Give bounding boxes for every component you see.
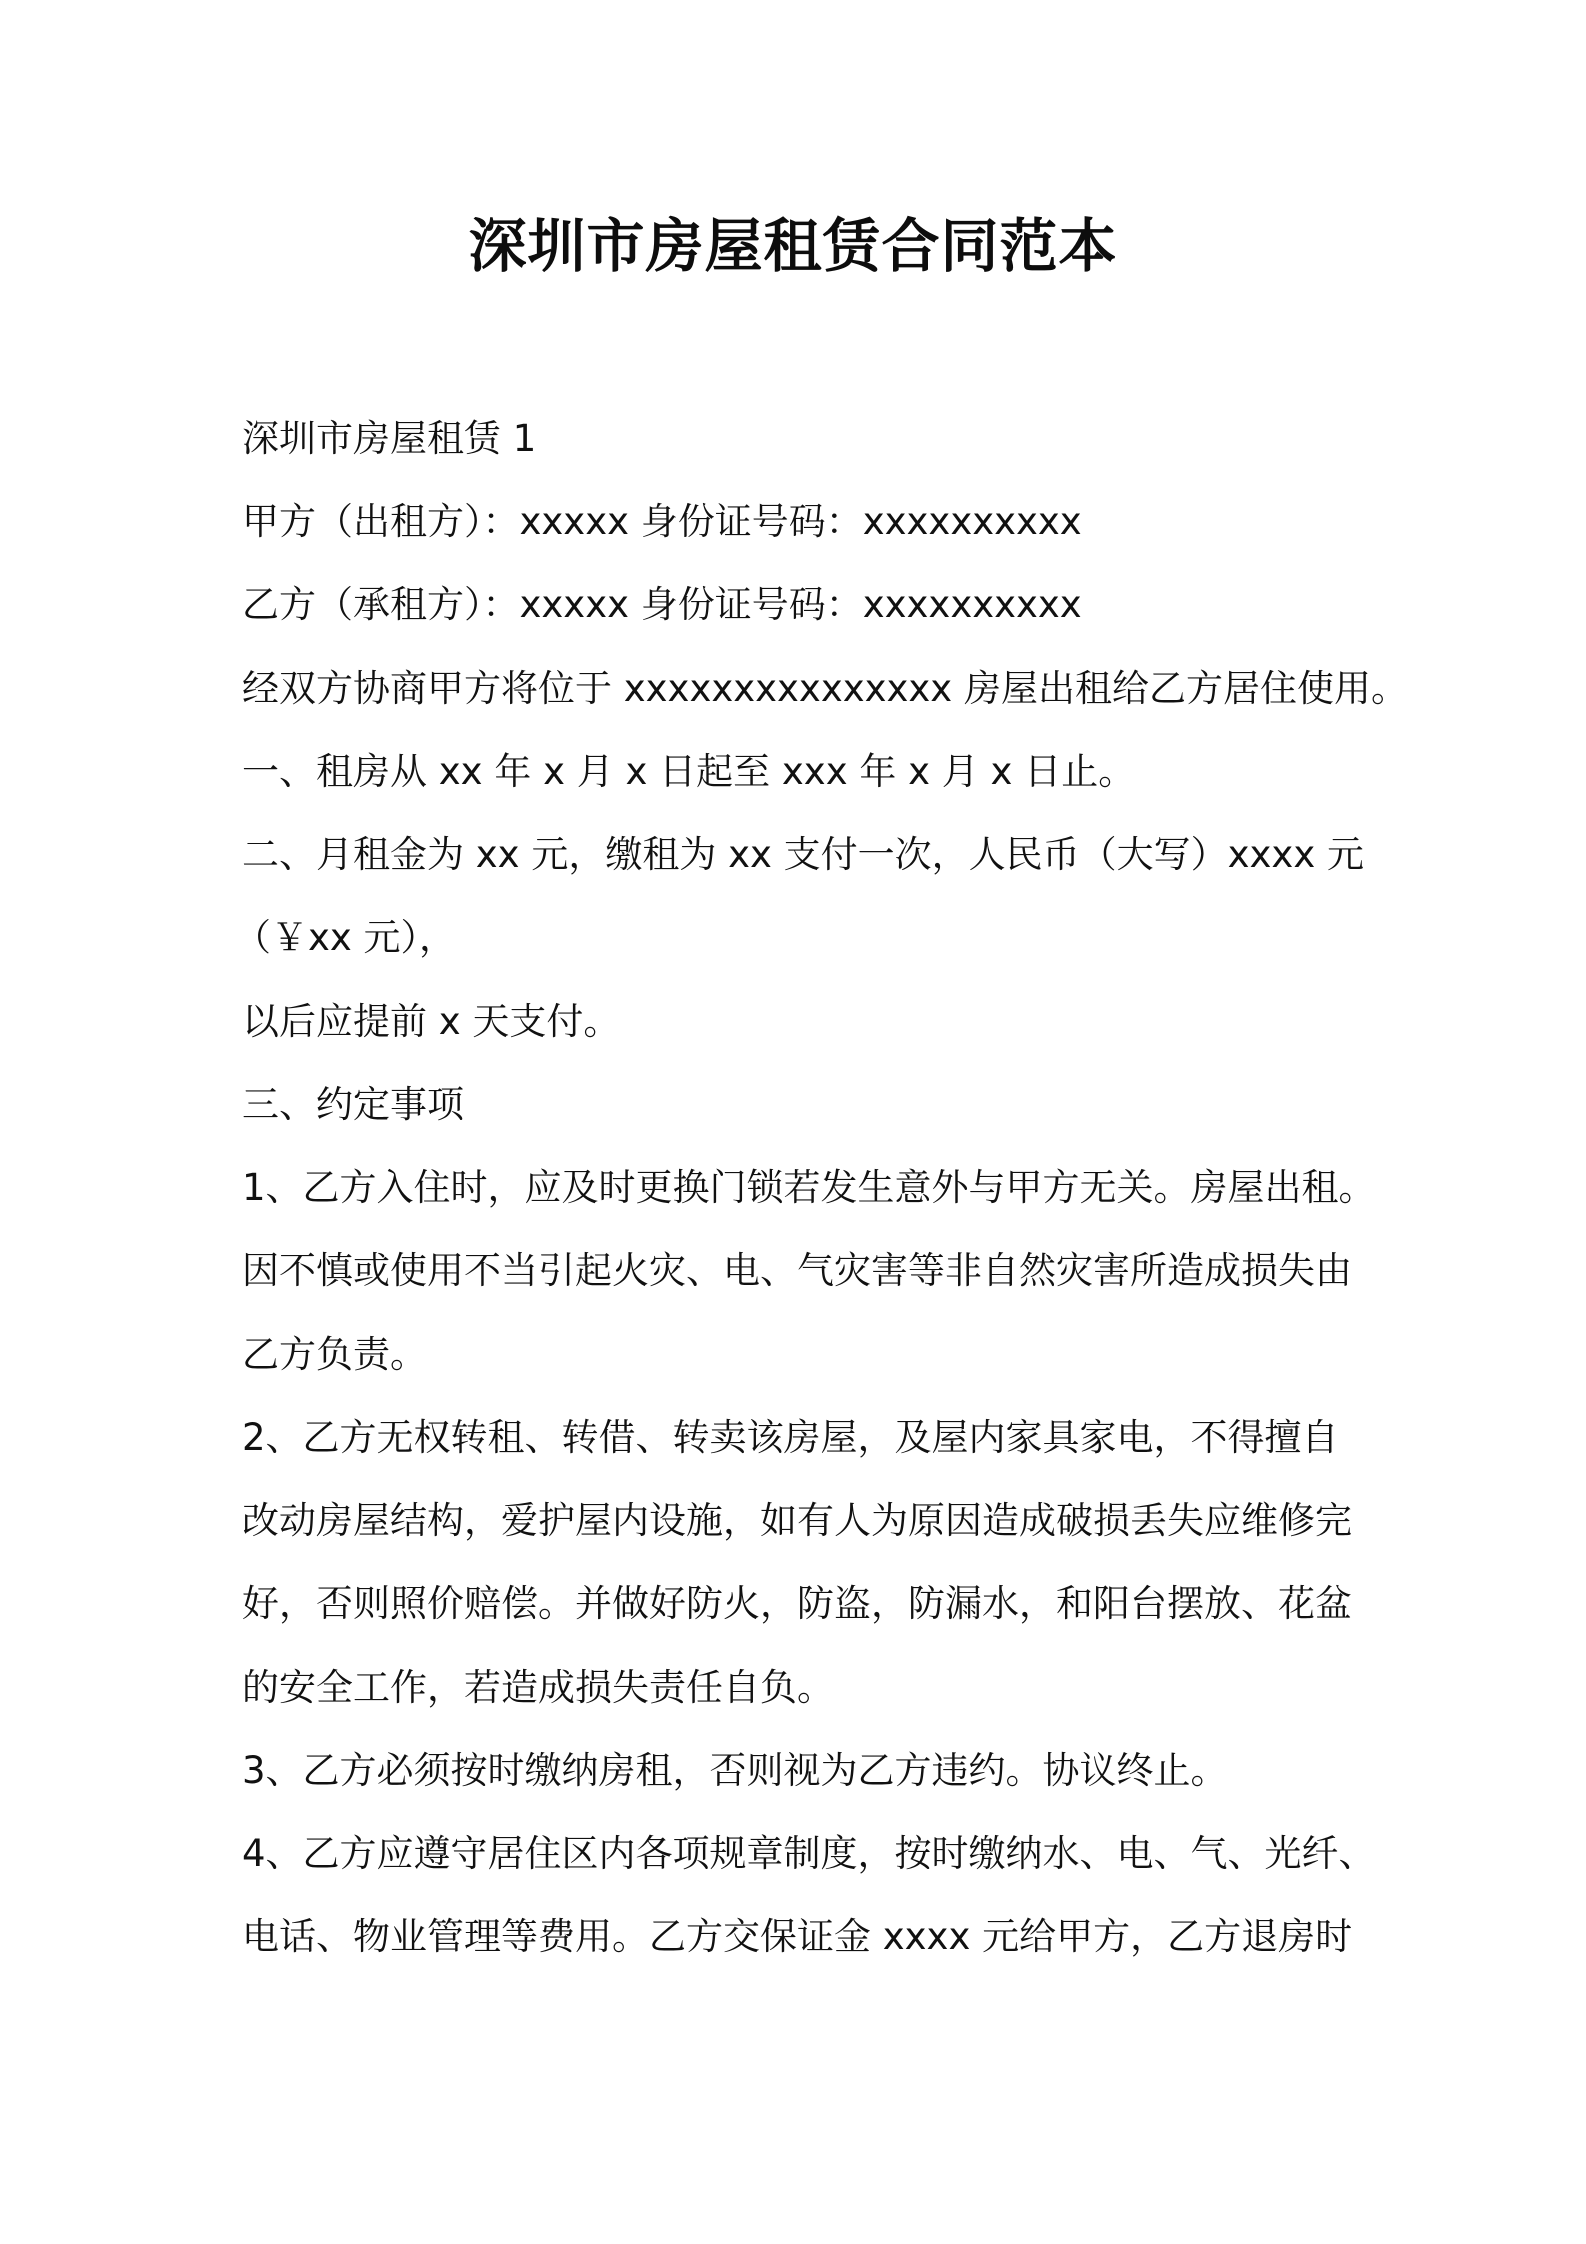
text-line: 经双方协商甲方将位于 xxxxxxxxxxxxxxx 房屋出租给乙方居住使用。 bbox=[242, 667, 1408, 710]
text-line: 1、乙方入住时，应及时更换门锁若发生意外与甲方无关。房屋出租。 bbox=[242, 1166, 1376, 1209]
document-title: 深圳市房屋租赁合同范本 bbox=[468, 212, 1118, 280]
text-line: 4、乙方应遵守居住区内各项规章制度，按时缴纳水、电、气、光纤、 bbox=[242, 1832, 1376, 1875]
text-line: 电话、物业管理等费用。乙方交保证金 xxxx 元给甲方，乙方退房时 bbox=[242, 1915, 1353, 1958]
text-line: 二、月租金为 xx 元，缴租为 xx 支付一次，人民币（大写）xxxx 元 bbox=[242, 833, 1364, 876]
text-line: 以后应提前 x 天支付。 bbox=[242, 1000, 621, 1043]
text-line: 一、租房从 xx 年 x 月 x 日起至 xxx 年 x 月 x 日止。 bbox=[242, 750, 1136, 793]
text-line: 甲方（出租方）：xxxxx 身份证号码：xxxxxxxxxx bbox=[242, 500, 1082, 543]
text-line: 2、乙方无权转租、转借、转卖该房屋，及屋内家具家电，不得擅自 bbox=[242, 1416, 1339, 1459]
text-line: 好，否则照价赔偿。并做好防火，防盗，防漏水，和阳台摆放、花盆 bbox=[242, 1582, 1352, 1625]
text-line: 3、乙方必须按时缴纳房租，否则视为乙方违约。协议终止。 bbox=[242, 1749, 1228, 1792]
text-line: 因不慎或使用不当引起火灾、电、气灾害等非自然灾害所造成损失由 bbox=[242, 1249, 1352, 1292]
text-line: 的安全工作，若造成损失责任自负。 bbox=[242, 1666, 834, 1709]
text-line: 深圳市房屋租赁 1 bbox=[242, 417, 537, 460]
text-line: 三、约定事项 bbox=[242, 1083, 464, 1126]
text-line: 乙方（承租方）：xxxxx 身份证号码：xxxxxxxxxx bbox=[242, 583, 1082, 626]
text-line: （￥xx 元）， bbox=[234, 916, 457, 959]
text-line: 改动房屋结构，爱护屋内设施，如有人为原因造成破损丢失应维修完 bbox=[242, 1499, 1352, 1542]
text-line: 乙方负责。 bbox=[242, 1333, 427, 1376]
